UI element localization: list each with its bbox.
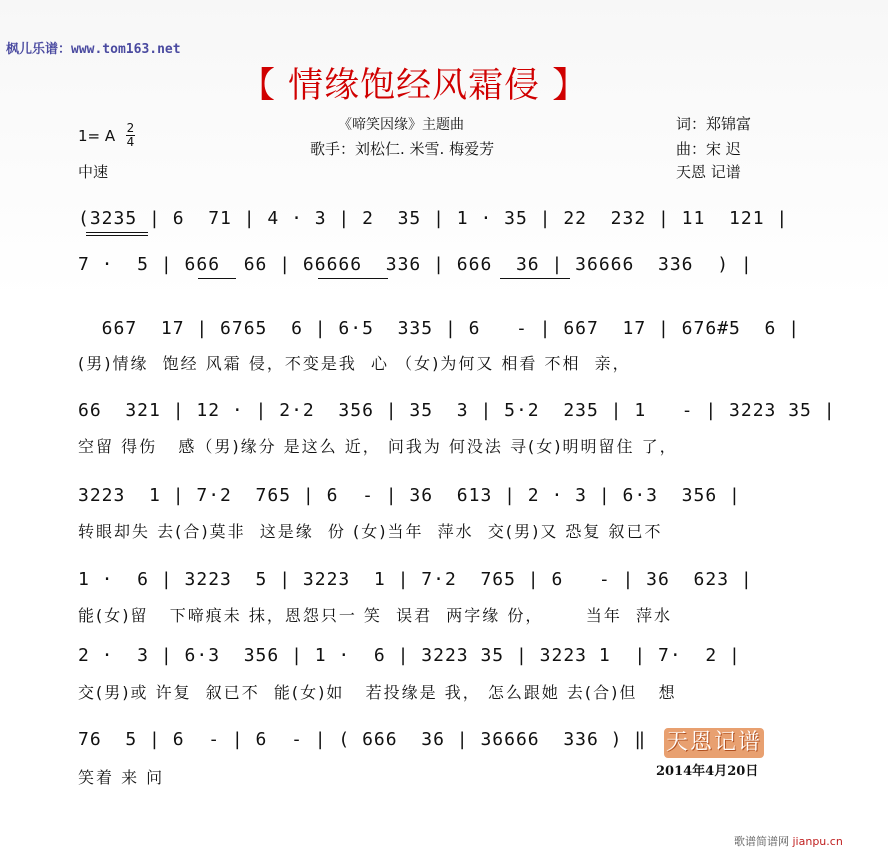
notes-line: 76 5 | 6 - | 6 - | ( 666 36 | 36666 336 ) ‖: [78, 729, 647, 750]
transcriber: 天恩 记谱: [676, 163, 741, 181]
notes-line: 3223 1 | 7·2 765 | 6 - | 36 613 | 2 · 3 | 6·3 356 |: [78, 485, 741, 506]
beam-underline: [86, 235, 148, 236]
key-signature: 1= A: [78, 127, 116, 145]
notes-line: 2 · 3 | 6·3 356 | 1 · 6 | 3223 35 | 3223 1 | 7· 2 |: [78, 645, 741, 666]
time-numerator: 2: [126, 121, 135, 135]
beam-underline: [500, 278, 570, 279]
lyrics-line: (男)情缘 饱经 风霜 侵，不变是我 心 （女)为何又 相看 不相 亲，: [78, 354, 631, 373]
notes-line: 66 321 | 12 · | 2·2 356 | 35 3 | 5·2 235 | 1 - | 3223 35 |: [78, 400, 836, 421]
notes-line: 667 17 | 6765 6 | 6·5 335 | 6 - | 667 17 | 676#5 6 |: [78, 318, 801, 339]
notes-line: 7 · 5 | 666 66 | 66666 336 | 666 36 | 36666 336 ) |: [78, 254, 753, 275]
footer-url[interactable]: jianpu.cn: [792, 835, 843, 848]
singers: 歌手：刘松仁. 米雪. 梅爱芳: [310, 140, 495, 158]
notes-line: 1 · 6 | 3223 5 | 3223 1 | 7·2 765 | 6 - | 36 623 |: [78, 569, 753, 590]
time-denominator: 4: [126, 135, 135, 149]
subtitle: 《啼笑因缘》主题曲: [338, 117, 464, 133]
beam-underline: [198, 278, 236, 279]
lyrics-line: 空留 得伤 感（男)缘分 是这么 近， 问我为 何没法 寻(女)明明留住 了，: [78, 437, 678, 456]
beam-underline: [318, 278, 388, 279]
footer-site: 歌谱简谱网: [734, 835, 789, 848]
lyricist: 词：郑锦富: [676, 115, 752, 133]
transcription-date: 2014年4月20日: [656, 764, 759, 779]
site-label[interactable]: 枫儿乐谱：www.tom163.net: [6, 42, 181, 57]
lyrics-line: 笑着 来 问: [78, 768, 165, 787]
time-signature: [126, 123, 135, 148]
transcriber-stamp: 天恩记谱: [664, 728, 764, 758]
lyrics-line: 交(男)或 许复 叙已不 能(女)如 若投缘是 我， 怎么跟她 去(合)但 想: [78, 683, 677, 702]
lyrics-line: 能(女)留 下啼痕未 抹，恩怨只一 笑 误君 两字缘 份， 当年 萍水: [78, 606, 673, 625]
composer: 曲：宋 迟: [676, 140, 741, 158]
lyrics-line: 转眼却失 去(合)莫非 这是缘 份 (女)当年 萍水 交(男)又 恐复 叙已不: [78, 522, 663, 541]
song-title: 【 情缘饱经风霜侵 】: [240, 66, 589, 106]
tempo-marking: 中速: [78, 163, 109, 181]
beam-underline: [86, 232, 148, 233]
notes-line: (3235 | 6 71 | 4 · 3 | 2 35 | 1 · 35 | 22 232 | 11 121 |: [78, 208, 789, 229]
footer-watermark: [734, 833, 843, 849]
